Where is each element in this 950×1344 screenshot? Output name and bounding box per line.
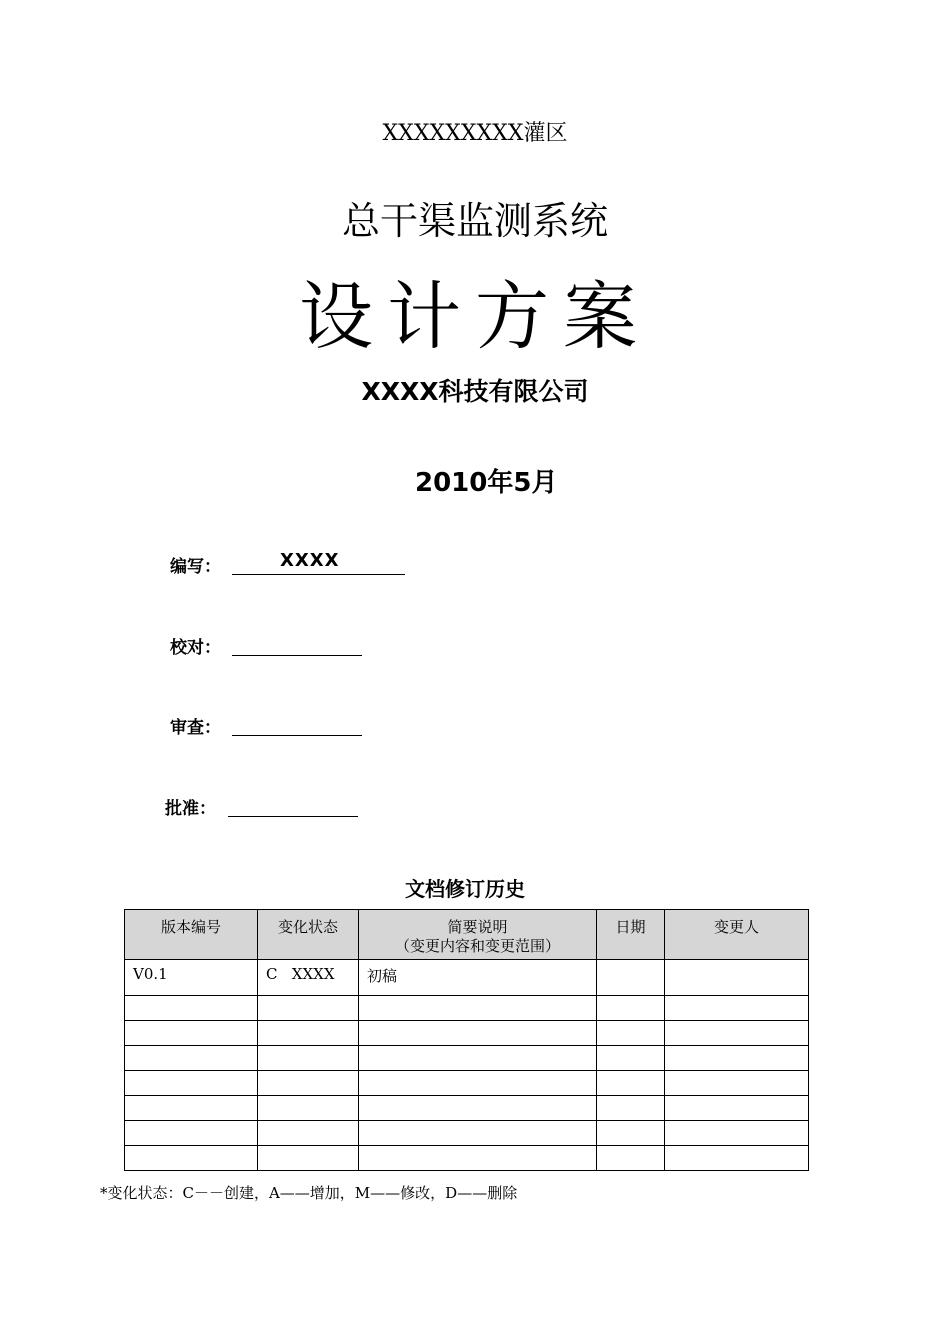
cell-empty [597,1096,665,1121]
cell-empty [597,1121,665,1146]
cell-empty [597,1046,665,1071]
proof-line [232,633,362,656]
cell-desc: 初稿 [359,960,597,996]
cell-empty [258,1121,359,1146]
cell-empty [258,1021,359,1046]
header-desc-main: 简要说明 [447,918,508,936]
signoff-proof [170,633,370,657]
cell-changer [665,960,809,996]
cell-empty [258,1146,359,1171]
cell-date [597,960,665,996]
cell-empty [665,996,809,1021]
cell-empty [258,996,359,1021]
cell-status: C XXXX [258,960,359,996]
company-name: XXXX科技有限公司 [361,377,589,406]
header-version: 版本编号 [125,910,258,960]
cell-empty [359,1121,597,1146]
cell-empty [258,1096,359,1121]
title-line-2: 总干渠监测系统 [341,199,608,243]
table-row [125,996,809,1021]
footnote: *变化状态：C－－创建，A——增加，M——修改，D——删除 [100,1184,518,1202]
table-row [125,1096,809,1121]
cell-empty [125,1071,258,1096]
review-label: 审查： [170,718,221,738]
writer-line [232,552,405,575]
cell-empty [665,1046,809,1071]
document-date: 2010年5月 [415,468,558,498]
signoff-review [170,713,370,737]
cell-empty [665,1146,809,1171]
cell-empty [258,1046,359,1071]
table-row [125,1071,809,1096]
cell-empty [125,1046,258,1071]
cell-empty [359,1146,597,1171]
cell-empty [665,1096,809,1121]
title-line-1: XXXXXXXXX灌区 [382,121,568,146]
approve-line [228,794,358,817]
writer-value: XXXX [280,550,340,571]
cell-empty [597,996,665,1021]
cell-empty [359,996,597,1021]
signoff-writer [170,552,410,576]
proof-label: 校对： [170,638,221,658]
title-line-3: 设计方案 [299,274,651,360]
revision-history-table [124,909,809,1171]
cell-empty [359,1021,597,1046]
header-desc-sub: （变更内容和变更范围） [394,937,560,955]
cell-empty [125,996,258,1021]
table-row [125,1146,809,1171]
cell-empty [597,1071,665,1096]
cell-empty [597,1146,665,1171]
review-line [232,713,362,736]
cell-empty [359,1046,597,1071]
header-changer: 变更人 [665,910,809,960]
signoff-approve [165,794,365,818]
table-row [125,1121,809,1146]
cell-empty [665,1121,809,1146]
cell-empty [665,1021,809,1046]
header-date: 日期 [597,910,665,960]
header-status: 变化状态 [258,910,359,960]
cell-empty [665,1071,809,1096]
cell-empty [597,1021,665,1046]
table-row [125,1021,809,1046]
cell-empty [125,1096,258,1121]
cell-empty [125,1021,258,1046]
header-desc [359,910,597,960]
approve-label: 批准： [165,799,216,819]
cell-empty [125,1121,258,1146]
history-title: 文档修订历史 [405,877,525,901]
cell-empty [125,1146,258,1171]
table-header-row [125,910,809,960]
cell-empty [359,1096,597,1121]
table-row [125,960,809,996]
table-row [125,1046,809,1071]
cell-version: V0.1 [125,960,258,996]
cell-empty [258,1071,359,1096]
writer-label: 编写： [170,557,221,577]
cell-empty [359,1071,597,1096]
